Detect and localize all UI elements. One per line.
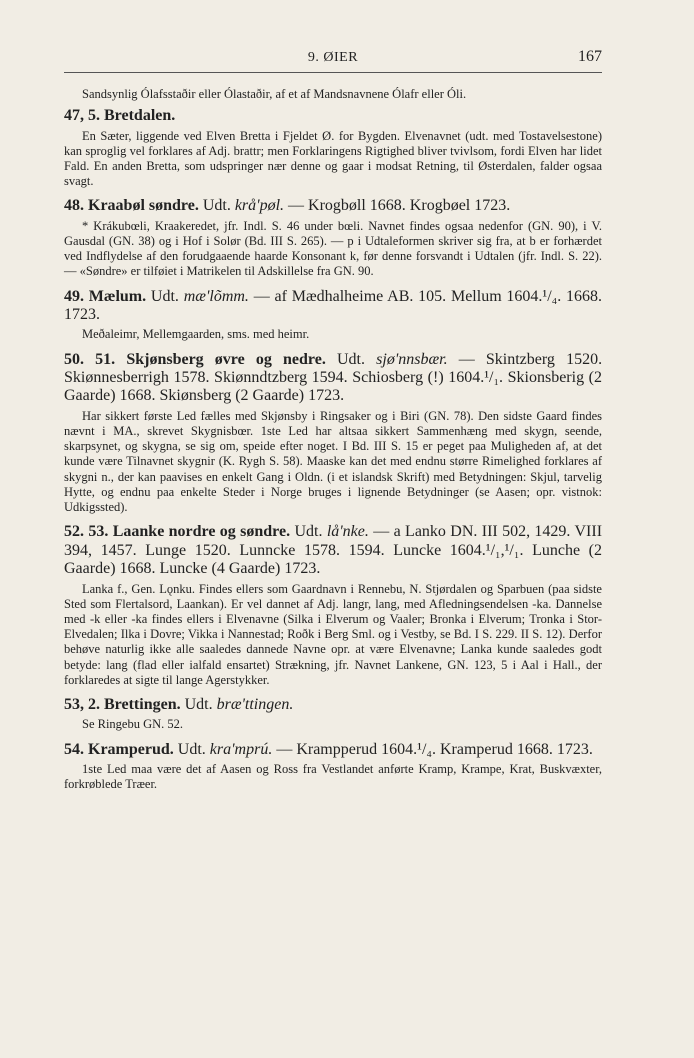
- historical-forms: — af Mædhalheime AB. 105. Mellum 1604.¹/₄. 1668. 1723.: [64, 287, 603, 324]
- historical-forms: — Krogbøll 1668. Krogbøel 1723.: [288, 197, 511, 215]
- pronunciation-label: Udt.: [202, 197, 231, 215]
- entry-name: Laanke nordre og søndre.: [112, 523, 291, 541]
- entry-name: Mælum.: [88, 287, 147, 305]
- entry-description: Har sikkert første Led fælles med Skjønsby i Ringsaker og i Biri (GN. 78). Den sidste Gaard findes nævnt i MA., skrevet Skygnisbœr. 1ste Led har altsaa sikkert Sammenhæng med skygn, seende, skarpsynet, og skygna, se sig om, speide efter noget. I Bd. III S. 15 er peget paa Muligheden af, at det kunde være Tilnavnet skygnir (K. Rygh S. 58). Maaske kan det med endnu større Rimelighed forklares af skygni n., der kan paavises en enkelt Gang i Oldn. (i et islandsk Skrift) med Betydningen: Skjul, tarvelig Hytte, og endnu paa enkelte Steder i Norge bruges i lignende Betydninger (se Aasen; opr. vistnok: Udkigssted).: [64, 408, 602, 515]
- pronunciation-label: Udt.: [177, 740, 206, 758]
- entry-heading: [64, 351, 602, 406]
- pronunciation: lå'nke.: [326, 523, 369, 541]
- entry-number: 52. 53.: [64, 523, 109, 541]
- entry-number: 54.: [64, 740, 84, 758]
- historical-forms: — Krampperud 1604.¹/₄. Kramperud 1668. 1723.: [276, 740, 593, 758]
- entry-number: 47, 5.: [64, 107, 100, 125]
- entry-description: En Sæter, liggende ved Elven Bretta i Fjeldet Ø. for Bygden. Elvenavnet (udt. med Tostavelsestone) kan sproglig vel forklares af Adj. brattr; men Forklaringens Rigtighed bliver tvivlsom, fordi Elven har lidet Fald. En anden Bretta, som udspringer nær denne og gaar i modsat Retning, til Østerdalen, falder ogsaa svagt.: [64, 128, 602, 189]
- historical-forms: — a Lanko DN. III 502, 1429. VIII 394, 1457. Lunge 1520. Lunncke 1578. 1594. Luncke 1604.¹/₁,¹/₁. Lunche (2 Gaarde) 1668. Luncke (4 Gaarde) 1723.: [64, 523, 603, 578]
- pronunciation: mæ'lõmm.: [183, 287, 249, 305]
- entry-heading: [64, 523, 602, 578]
- entry-number: 50. 51.: [64, 350, 116, 368]
- page: [64, 48, 602, 792]
- entry-number: 48.: [64, 197, 84, 215]
- entry-number: 53, 2.: [64, 695, 100, 713]
- entry-heading: [64, 288, 602, 325]
- pronunciation: sjø'nnsbær.: [376, 350, 448, 368]
- entry-heading: [64, 696, 602, 714]
- entry-name: Kraabøl søndre.: [88, 197, 199, 215]
- entry-heading: [64, 197, 602, 215]
- etymology-paragraph: Sandsynlig Ólafsstaðir eller Ólastaðir, af et af Mandsnavnene Ólafr eller Óli.: [82, 87, 467, 101]
- pronunciation-label: Udt.: [184, 695, 213, 713]
- page-body: [64, 87, 602, 792]
- entry-description: Se Ringebu GN. 52.: [82, 717, 184, 732]
- pronunciation-label: Udt.: [150, 287, 179, 305]
- entry-heading: [64, 107, 602, 125]
- entry-description: * Krákubœli, Kraakeredet, jfr. Indl. S. 46 under bœli. Navnet findes ogsaa nedenfor (GN. 90), i V. Gausdal (GN. 38) og i Hof i Solør (Bd. III S. 265). — p i Udtaleformen skriver sig fra, at b er forhærdet ved Indflydelse af den forudgaaende haarde Konsonant k, før denne forsvandt i Udtalen (jfr. Indl. S. 22). — «Søndre» er tilføiet i Matrikelen til Adskillelse fra GN. 90.: [64, 218, 602, 279]
- running-header: [64, 48, 602, 73]
- pronunciation: bræ'ttingen.: [216, 695, 294, 713]
- pronunciation-label: Udt.: [336, 350, 365, 368]
- entry-heading: [64, 741, 602, 759]
- entry-name: Bretdalen.: [104, 107, 176, 125]
- entry-number: 49.: [64, 287, 84, 305]
- entry-description: Lanka f., Gen. Lǫnku. Findes ellers som Gaardnavn i Rennebu, N. Stjørdalen og Sparbuen (paa sidste Sted som Flertalsord, Laankan). Er vel dannet af Adj. langr, lang, med Afledningsendelsen -ka. Dannelse med -k eller -ka findes ellers i Elvenavne (Silka i Elverum og Vaaler; Bronka i Elverum; Tronka i Stor-Elvedalen; Ilka i Dovre; Vikka i Nannestad; Roðk i Berg Sml. og i Vestby, se Bd. I S. 229. II S. 12). Derfor behøve naturlig ikke alle saaledes dannede Navne opr. at være Elvenavne; Lanka kunde saaledes godt betyde: lang (flad eller ialfald ensartet) Strækning, jfr. Navnet Lankene, GN. 123, 5 i Aal i Hall., der forklaredes at sigte til lange Agerstykker.: [64, 581, 602, 687]
- entry-name: Kramperud.: [88, 740, 174, 758]
- section-title: 9. ØIER: [307, 50, 359, 65]
- entry-description: Meðaleimr, Mellemgaarden, sms. med heimr.: [82, 327, 310, 342]
- entry-description: 1ste Led maa være det af Aasen og Ross fra Vestlandet anførte Kramp, Krampe, Krat, Buskvæxter, forkrøblede Træer.: [64, 761, 602, 792]
- pronunciation: krå'pøl.: [234, 197, 285, 215]
- entry-name: Skjønsberg øvre og nedre.: [126, 350, 326, 368]
- entry-name: Brettingen.: [104, 695, 181, 713]
- historical-forms: — Skintzberg 1520. Skiønnesberrigh 1578. Skiønndtzberg 1594. Schiosberg (!) 1604.¹/₁. Skionsberig (2 Gaarde) 1668. Skiønsberg (2 Gaarde) 1723.: [64, 350, 603, 405]
- pronunciation: kra'mprú.: [209, 740, 273, 758]
- pronunciation-label: Udt.: [294, 523, 323, 541]
- page-number: 167: [578, 48, 602, 65]
